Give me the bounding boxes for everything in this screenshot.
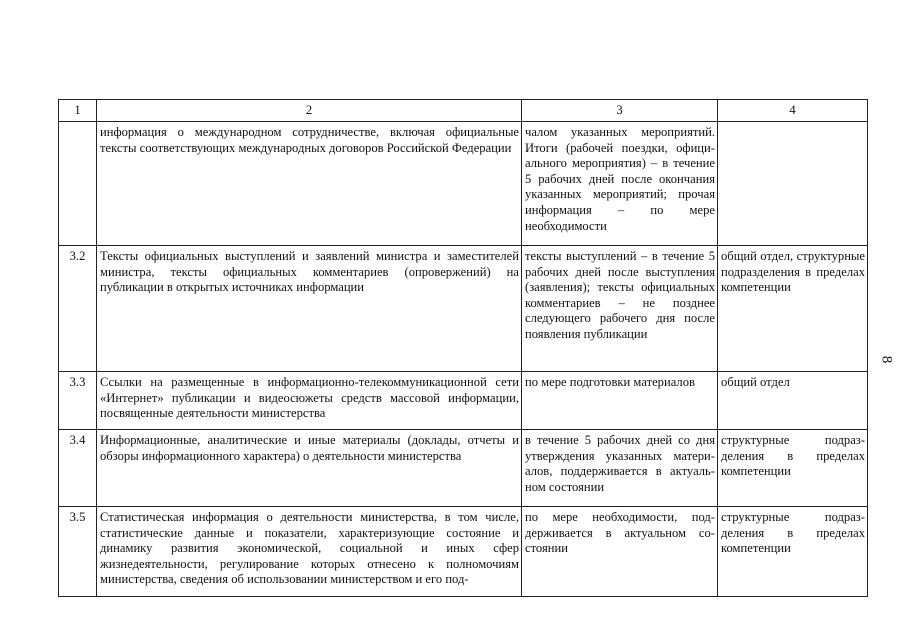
row-number <box>59 122 97 246</box>
row-responsible: общий отдел <box>718 372 868 430</box>
header-col-2: 2 <box>97 100 522 122</box>
header-col-1: 1 <box>59 100 97 122</box>
row-description: Тексты официальных выступлений и заявлений министра и заместителей министра, тексты официальных комментариев (опровержений) на публикации в открытых источниках информации <box>97 246 522 372</box>
row-description: Ссылки на размещенные в информационно-телекоммуникационной сети «Интернет» публикации и видеосюжеты средств массовой информации, посвященные деятельности министерства <box>97 372 522 430</box>
table-header-row <box>59 100 868 122</box>
table-row <box>59 372 868 430</box>
row-responsible: общий отдел, структурные подразделения в пределах компетенции <box>718 246 868 372</box>
row-number: 3.3 <box>59 372 97 430</box>
row-number: 3.5 <box>59 507 97 597</box>
page-number: 8 <box>878 355 895 364</box>
table-row <box>59 507 868 597</box>
row-description: Информационные, аналитические и иные материалы (доклады, отчеты и обзоры информационного характера) о деятельности министерства <box>97 430 522 507</box>
row-deadline: тексты выступлений – в течение 5 рабочих дней после выступления (заявления); тексты официальных комментариев – не позднее следующего рабочего дня после появления публикации <box>522 246 718 372</box>
document-table <box>58 99 868 597</box>
row-deadline: по мере необходимости, поддерживается в актуальном состоянии <box>522 507 718 597</box>
header-col-3: 3 <box>522 100 718 122</box>
row-deadline: по мере подготовки материалов <box>522 372 718 430</box>
table-row <box>59 246 868 372</box>
row-deadline: чалом указанных мероприятий. Итоги (рабочей поездки, официального мероприятия) – в течение 5 рабочих дней после окончания указанных мероприятий; прочая информация – по мере необходимости <box>522 122 718 246</box>
row-description: Статистическая информация о деятельности министерства, в том числе, статистические данные и показатели, характеризующие состояние и динамику развития экономической, социальной и иных сфер жизнедеятельности, регулирование которых отнесено к полномочиям министерства, сведения об использовании министерством и его под- <box>97 507 522 597</box>
table-row <box>59 122 868 246</box>
row-number: 3.2 <box>59 246 97 372</box>
row-description: информация о международном сотрудничестве, включая официальные тексты соответствующих международных договоров Российской Федерации <box>97 122 522 246</box>
row-responsible: структурные подразделения в пределах компетенции <box>718 507 868 597</box>
row-responsible: структурные подразделения в пределах компетенции <box>718 430 868 507</box>
header-col-4: 4 <box>718 100 868 122</box>
row-deadline: в течение 5 рабочих дней со дня утверждения указанных материалов, поддерживается в актуальном состоянии <box>522 430 718 507</box>
table-row <box>59 430 868 507</box>
row-responsible <box>718 122 868 246</box>
row-number: 3.4 <box>59 430 97 507</box>
